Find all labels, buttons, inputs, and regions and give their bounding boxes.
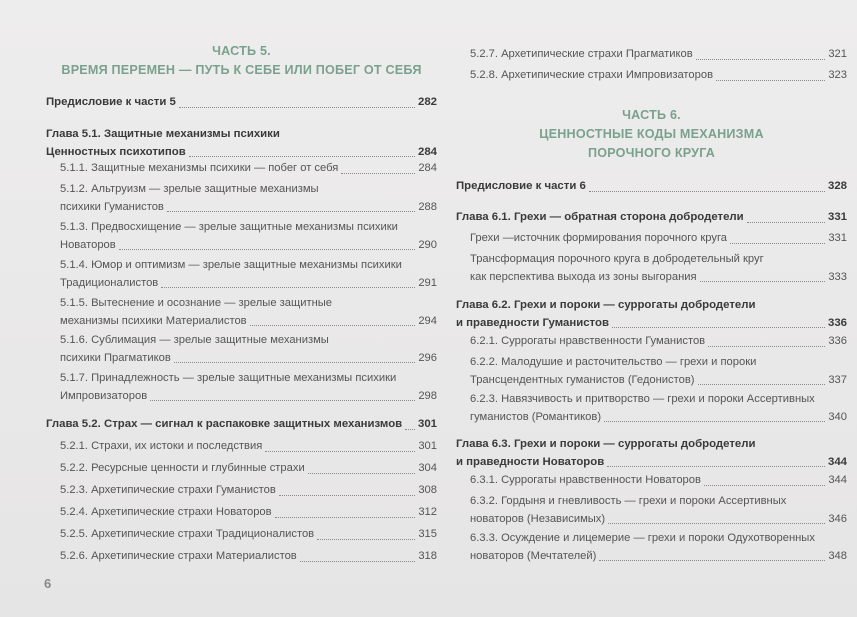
page-ref: 344 [827, 455, 847, 468]
part-6-title-line1: ЦЕННОСТНЫЕ КОДЫ МЕХАНИЗМА [539, 127, 764, 141]
page-ref: 301 [417, 418, 437, 430]
leader-dots [275, 517, 416, 518]
toc-entry-5-1-5[interactable]: 5.1.5. Вытеснение и осознание — зрелые защитные механизмы психики Материалистов 294 [46, 295, 437, 330]
toc-entry-chapter-6-3[interactable]: Глава 6.3. Грехи и пороки — суррогаты добродетели и праведности Новаторов 344 [456, 436, 847, 471]
leader-dots [612, 327, 825, 328]
leader-dots [708, 346, 825, 347]
toc-entry-5-1-7[interactable]: 5.1.7. Принадлежность — зрелые защитные механизмы психики Импровизаторов 298 [46, 370, 437, 405]
leader-dots [696, 59, 826, 60]
page-ref: 346 [828, 512, 847, 525]
page-ref: 337 [828, 373, 847, 386]
leader-dots [300, 561, 416, 562]
toc-entry-chapter-6-2[interactable]: Глава 6.2. Грехи и пороки — суррогаты добродетели и праведности Гуманистов 336 [456, 297, 847, 332]
leader-dots [179, 107, 415, 108]
leader-dots [189, 156, 415, 157]
toc-entry-5-2-8[interactable]: 5.2.8. Архетипические страхи Импровизаторов 323 [456, 67, 847, 85]
leader-dots [608, 523, 825, 524]
page-ref: 304 [418, 462, 437, 474]
page-ref: 290 [418, 238, 437, 251]
leader-dots [250, 325, 416, 326]
page-ref: 294 [418, 314, 437, 327]
page-ref: 321 [828, 48, 847, 60]
part-6-number: ЧАСТЬ 6. [622, 108, 681, 122]
page-ref: 318 [418, 550, 437, 562]
toc-entry-5-2-4[interactable]: 5.2.4. Архетипические страхи Новаторов 312 [46, 504, 437, 522]
part-5-heading [46, 42, 437, 80]
toc-entry-5-2-6[interactable]: 5.2.6. Архетипические страхи Материалистов 318 [46, 548, 437, 566]
toc-entry-6-3-3[interactable]: 6.3.3. Осуждение и лицемерие — грехи и пороки Одухотворенных новаторов (Мечтателей) 348 [456, 530, 847, 565]
page-ref: 336 [827, 316, 847, 329]
toc-entry-6-2-1[interactable]: 6.2.1. Суррогаты нравственности Гуманистов 336 [456, 333, 847, 351]
toc-entry-preface-5[interactable]: Предисловие к части 5 282 [46, 94, 437, 112]
page-ref: 284 [417, 145, 437, 158]
leader-dots [698, 384, 826, 385]
leader-dots [607, 466, 825, 467]
leader-dots [174, 362, 416, 363]
page-ref: 331 [828, 232, 847, 244]
leader-dots [704, 485, 825, 486]
toc-entry-5-2-5[interactable]: 5.2.5. Архетипические страхи Традиционалистов 315 [46, 526, 437, 544]
leader-dots [308, 473, 416, 474]
leader-dots [119, 249, 416, 250]
toc-entry-6-1-transformation[interactable]: Трансформация порочного круга в добродетельный круг как перспектива выхода из зоны выгорания 333 [456, 251, 847, 286]
leader-dots [265, 451, 415, 452]
toc-entry-preface-6[interactable]: Предисловие к части 6 328 [456, 178, 847, 196]
leader-dots [700, 281, 826, 282]
page-ref: 331 [827, 211, 847, 223]
page-ref: 308 [418, 484, 437, 496]
leader-dots [599, 560, 825, 561]
toc-entry-5-1-1[interactable]: 5.1.1. Защитные механизмы психики — побег от себя 284 [46, 160, 437, 178]
leader-dots [341, 173, 415, 174]
part-6-title-line2: ПОРОЧНОГО КРУГА [587, 146, 716, 160]
leader-dots [747, 222, 825, 223]
page-ref: 336 [828, 335, 847, 347]
toc-entry-5-1-4[interactable]: 5.1.4. Юмор и оптимизм — зрелые защитные механизмы психики Традиционалистов 291 [46, 257, 437, 292]
toc-entry-5-1-2[interactable]: 5.1.2. Альтруизм — зрелые защитные механизмы психики Гуманистов 288 [46, 181, 437, 216]
toc-entry-5-1-3[interactable]: 5.1.3. Предвосхищение — зрелые защитные механизмы психики Новаторов 290 [46, 219, 437, 254]
toc-entry-chapter-5-1[interactable]: Глава 5.1. Защитные механизмы психики Ценностных психотипов 284 [46, 126, 437, 161]
page-ref: 344 [828, 474, 847, 486]
leader-dots [716, 80, 825, 81]
page-ref: 315 [418, 528, 437, 540]
page-ref: 301 [418, 440, 437, 452]
leader-dots [589, 191, 825, 192]
toc-entry-5-2-2[interactable]: 5.2.2. Ресурсные ценности и глубинные страхи 304 [46, 460, 437, 478]
page-ref: 348 [828, 549, 847, 562]
page-ref: 312 [418, 506, 437, 518]
toc-entry-5-2-3[interactable]: 5.2.3. Архетипические страхи Гуманистов 308 [46, 482, 437, 500]
toc-entry-6-3-2[interactable]: 6.3.2. Гордыня и гневливость — грехи и пороки Ассертивных новаторов (Независимых) 346 [456, 493, 847, 528]
part-6-heading [456, 106, 847, 163]
page-ref: 340 [828, 410, 847, 423]
toc-entry-chapter-5-2[interactable]: Глава 5.2. Страх — сигнал к распаковке защитных механизмов 301 [46, 416, 437, 434]
page-ref: 323 [828, 69, 847, 81]
toc-entry-6-2-3[interactable]: 6.2.3. Навязчивость и притворство — грехи и пороки Ассертивных гуманистов (Романтиков) 340 [456, 391, 847, 426]
leader-dots [730, 243, 825, 244]
part-5-number: ЧАСТЬ 5. [212, 44, 271, 58]
page-ref: 288 [418, 200, 437, 213]
leader-dots [161, 287, 415, 288]
toc-entry-6-3-1[interactable]: 6.3.1. Суррогаты нравственности Новаторов 344 [456, 472, 847, 490]
page-ref: 296 [418, 351, 437, 364]
page-number: 6 [44, 576, 52, 591]
leader-dots [150, 400, 415, 401]
page-ref: 328 [827, 180, 847, 192]
part-5-title: ВРЕМЯ ПЕРЕМЕН — ПУТЬ К СЕБЕ ИЛИ ПОБЕГ ОТ СЕБЯ [61, 63, 422, 77]
toc-entry-5-1-6[interactable]: 5.1.6. Сублимация — зрелые защитные механизмы психики Прагматиков 296 [46, 332, 437, 367]
toc-entry-5-2-1[interactable]: 5.2.1. Страхи, их истоки и последствия 301 [46, 438, 437, 456]
leader-dots [317, 539, 415, 540]
page-ref: 333 [828, 270, 847, 283]
leader-dots [405, 429, 415, 430]
toc-entry-6-2-2[interactable]: 6.2.2. Малодушие и расточительство — грехи и пороки Трансцендентных гуманистов (Гедонистов) 337 [456, 354, 847, 389]
toc-entry-5-2-7[interactable]: 5.2.7. Архетипические страхи Прагматиков 321 [456, 46, 847, 64]
leader-dots [604, 421, 825, 422]
toc-entry-6-1-sins-source[interactable]: Грехи —источник формирования порочного круга 331 [456, 230, 847, 248]
page-ref: 291 [418, 276, 437, 289]
leader-dots [167, 211, 415, 212]
page-ref: 282 [417, 96, 437, 108]
toc-entry-chapter-6-1[interactable]: Глава 6.1. Грехи — обратная сторона добродетели 331 [456, 209, 847, 227]
page-ref: 284 [418, 162, 437, 174]
page-ref: 298 [418, 389, 437, 402]
leader-dots [279, 495, 416, 496]
